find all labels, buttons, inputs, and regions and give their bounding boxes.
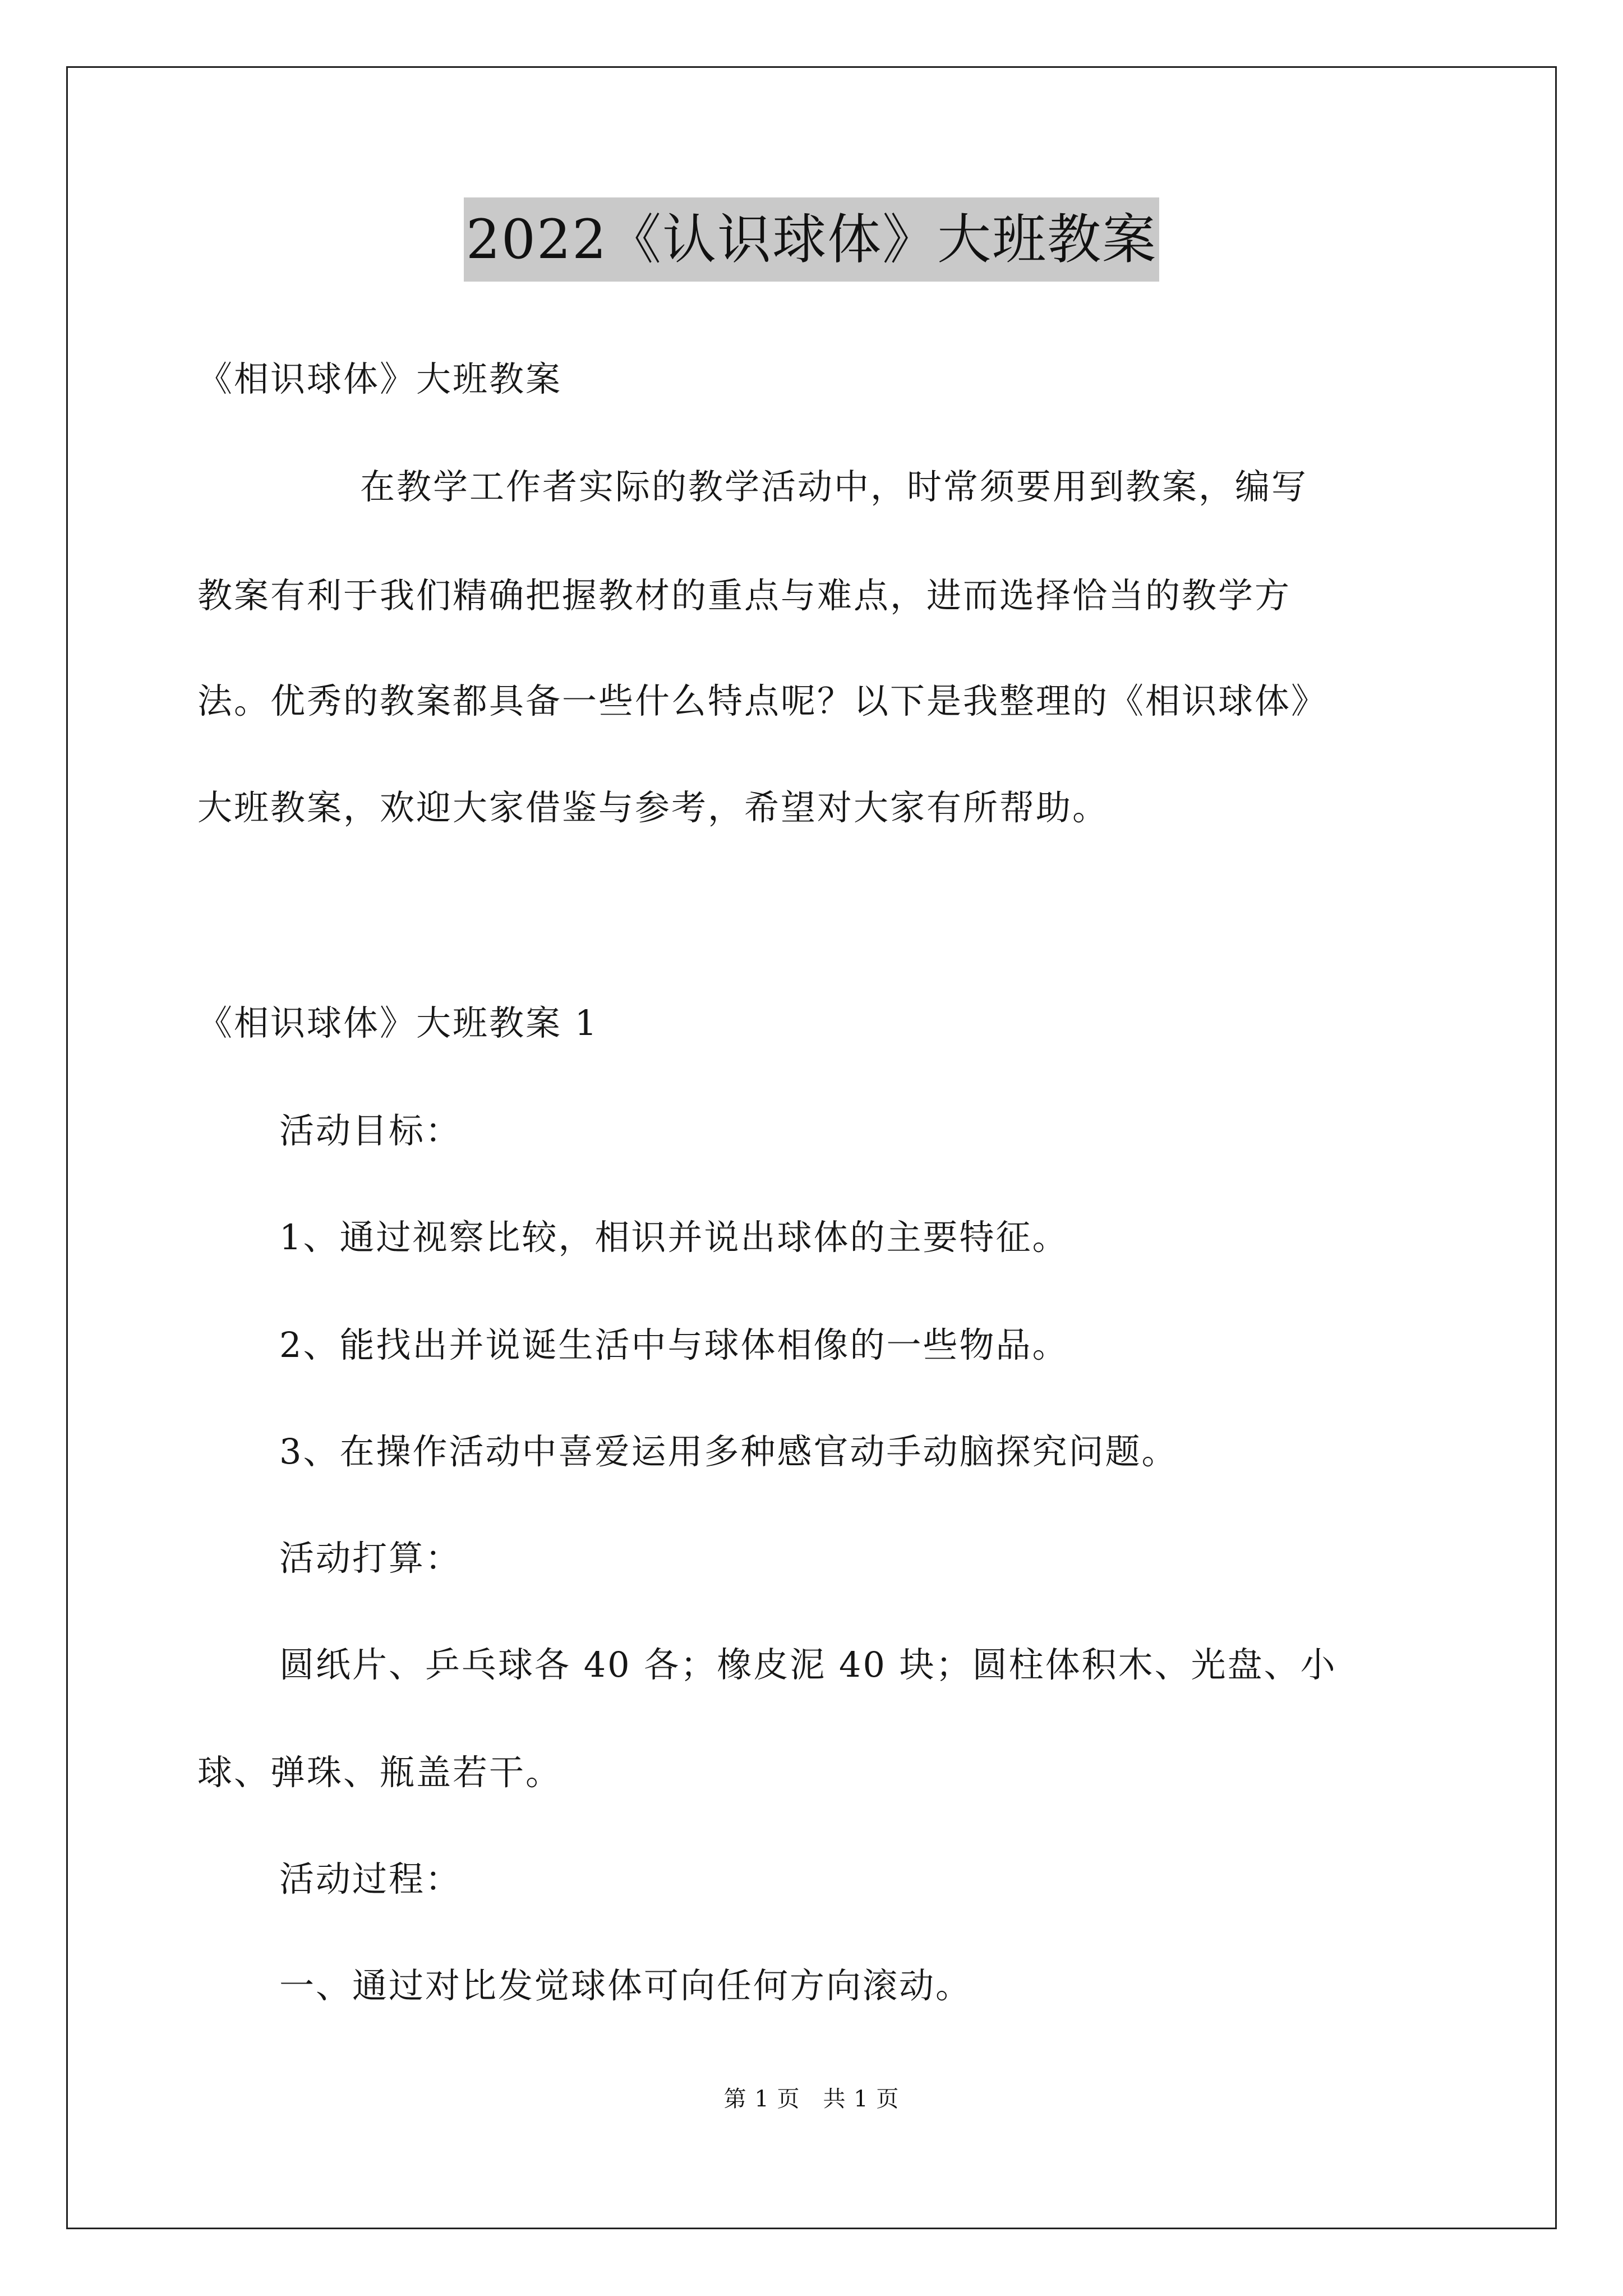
prep-line-1: 圆纸片、乒乓球各 40 各；橡皮泥 40 块；圆柱体积木、光盘、小 xyxy=(279,1644,1337,1685)
goal-item-2: 2、能找出并说诞生活中与球体相像的一些物品。 xyxy=(279,1324,1069,1365)
process-heading: 活动过程： xyxy=(279,1858,462,1899)
goals-heading: 活动目标： xyxy=(279,1110,462,1151)
goal-item-1: 1、通过视察比较，相识并说出球体的主要特征。 xyxy=(279,1217,1069,1258)
goal-item-3: 3、在操作活动中喜爱运用多种感官动手动脑探究问题。 xyxy=(279,1431,1178,1472)
intro-line-3: 法。优秀的教案都具备一些什么特点呢？以下是我整理的《相识球体》 xyxy=(197,680,1328,721)
process-line-1: 一、通过对比发觉球体可向任何方向滚动。 xyxy=(279,1965,972,2006)
intro-line-4: 大班教案，欢迎大家借鉴与参考，希望对大家有所帮助。 xyxy=(197,787,1109,828)
title-container xyxy=(0,197,1623,282)
subtitle: 《相识球体》大班教案 xyxy=(197,358,562,399)
section-title: 《相识球体》大班教案 1 xyxy=(197,1002,599,1043)
prep-heading: 活动打算： xyxy=(279,1538,462,1579)
document-title: 2022《认识球体》大班教案 xyxy=(464,197,1159,282)
page-footer: 第 1 页 共 1 页 xyxy=(723,2086,900,2112)
prep-line-2: 球、弹珠、瓶盖若干。 xyxy=(197,1752,562,1793)
intro-line-1: 在教学工作者实际的教学活动中，时常须要用到教案，编写 xyxy=(360,466,1308,507)
intro-line-2: 教案有利于我们精确把握教材的重点与难点，进而选择恰当的教学方 xyxy=(197,575,1292,616)
